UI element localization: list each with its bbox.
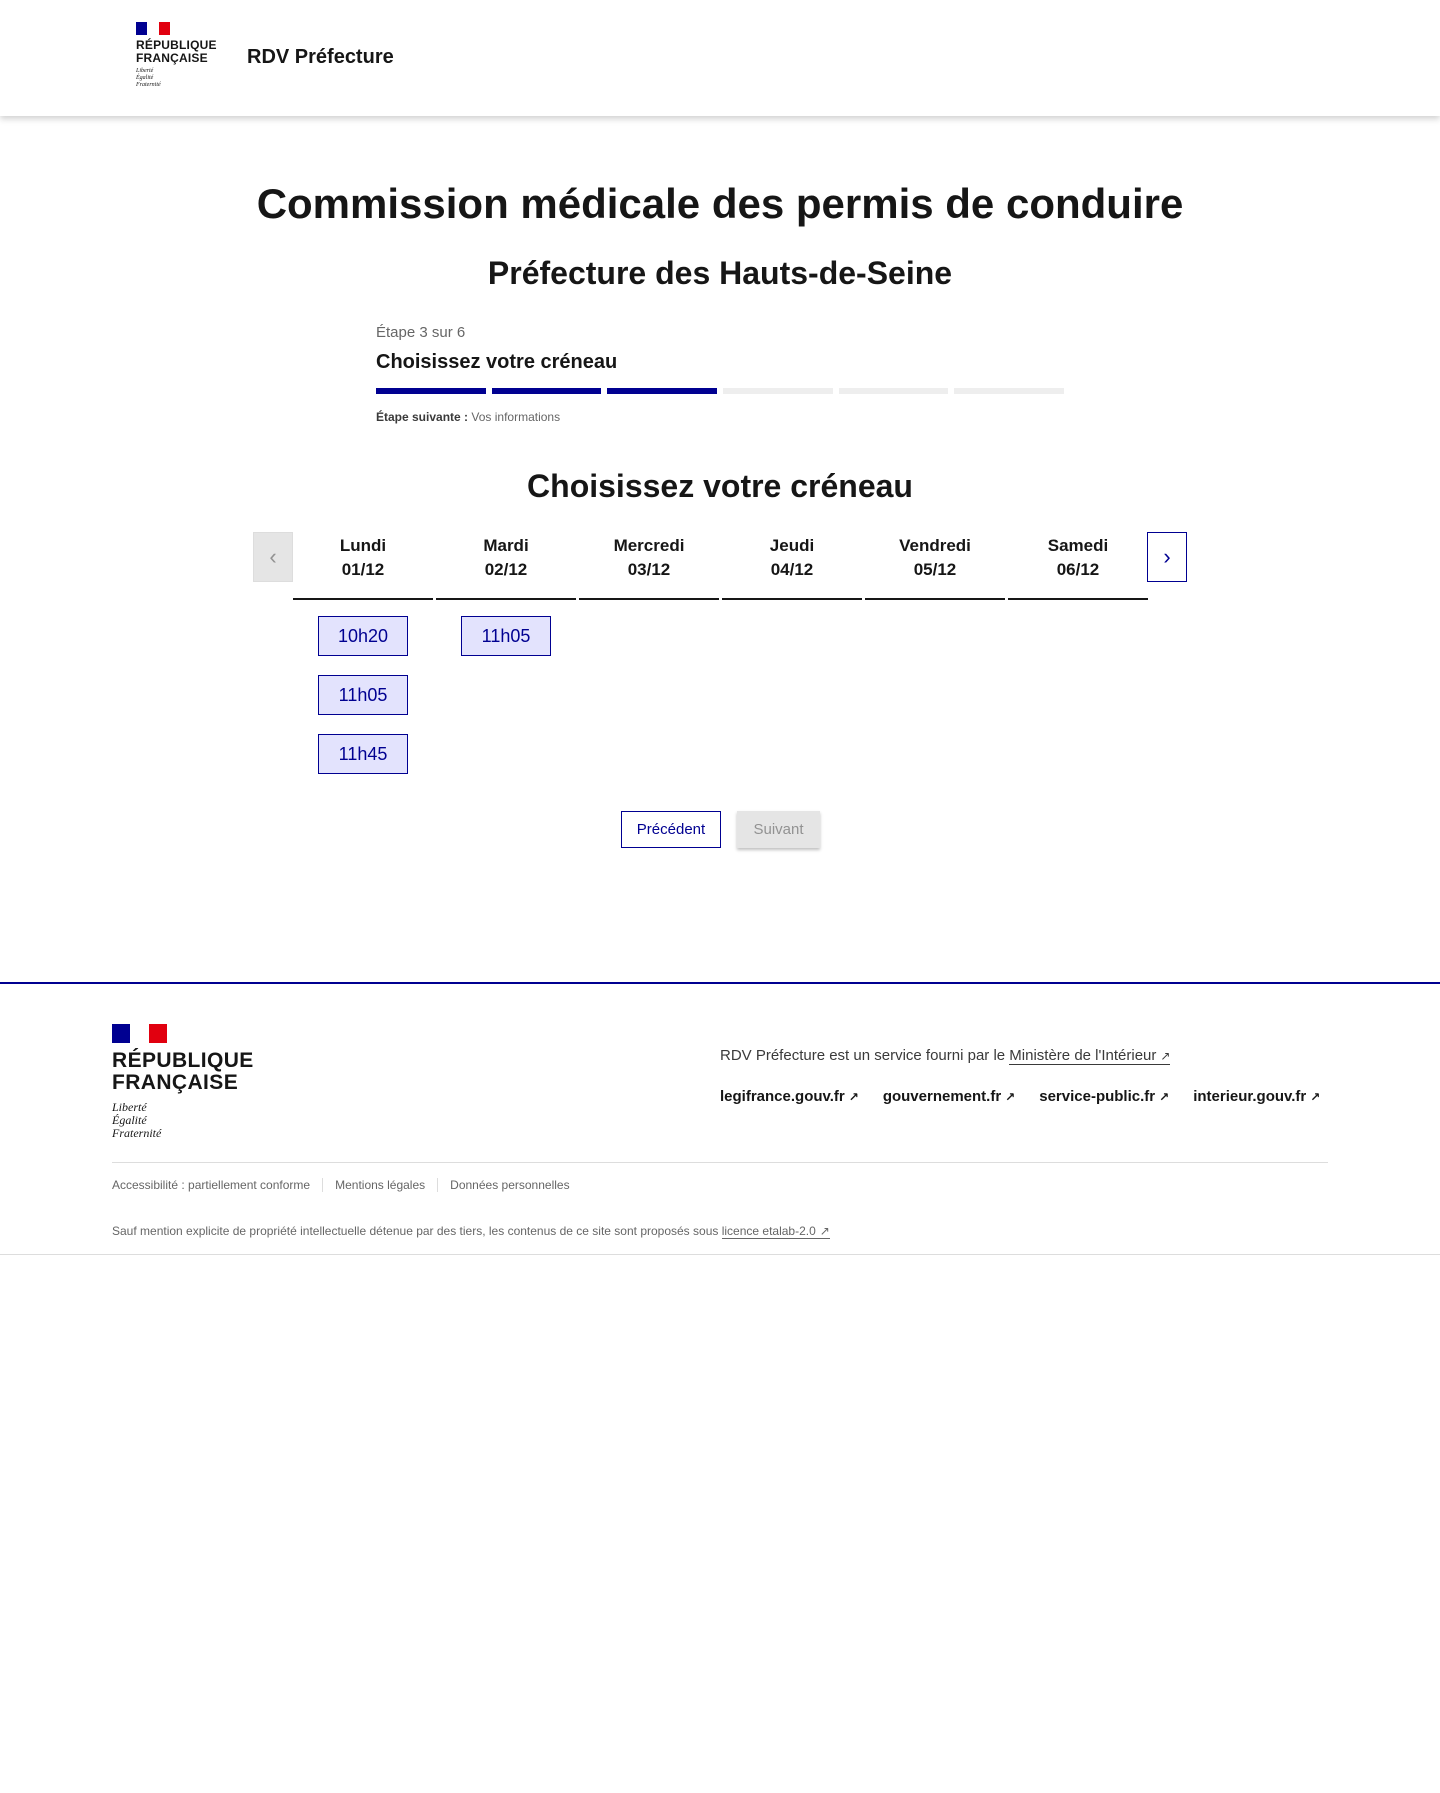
footer-description-text: RDV Préfecture est un service fourni par le	[720, 1047, 1006, 1064]
footer-bottom-link[interactable]: Accessibilité : partiellement conforme	[112, 1178, 311, 1192]
french-flag-icon	[112, 1024, 167, 1043]
footer-link-interieur[interactable]	[1193, 1088, 1320, 1105]
time-slot-button[interactable]: 11h05	[461, 616, 551, 656]
license-link[interactable]	[722, 1224, 830, 1239]
stepper-segment	[839, 388, 949, 394]
motto-liberte: Liberté	[136, 68, 154, 74]
stepper	[376, 324, 1064, 424]
day-date: 03/12	[627, 560, 671, 579]
stepper-next-step	[376, 410, 1064, 424]
day-date: 05/12	[913, 560, 957, 579]
chevron-right-icon: ›	[1163, 544, 1171, 569]
ministere-link-label: Ministère de l'Intérieur	[1009, 1047, 1157, 1064]
calendar-days	[293, 534, 1148, 774]
stepper-next-value: Vos informations	[471, 410, 561, 424]
footer-divider	[112, 1162, 1328, 1163]
site-title[interactable]: RDV Préfecture	[247, 46, 394, 68]
previous-button[interactable]: Précédent	[621, 811, 721, 848]
external-link-icon: ↗	[1159, 1090, 1170, 1104]
stepper-segment	[954, 388, 1064, 394]
day-column-vendredi	[865, 534, 1005, 774]
footer-bottom-links	[112, 1178, 582, 1192]
day-date: 02/12	[484, 560, 528, 579]
footer-link-service-public[interactable]	[1039, 1088, 1169, 1105]
footer-bottom-link[interactable]: Mentions légales	[322, 1178, 437, 1192]
footer-license	[112, 1224, 830, 1238]
external-link-icon: ↗	[848, 1090, 859, 1104]
external-link-icon: ↗	[819, 1224, 830, 1238]
time-slot-button[interactable]: 11h05	[318, 675, 408, 715]
footer-bottom-link[interactable]: Données personnelles	[437, 1178, 581, 1192]
day-slots	[293, 600, 433, 774]
motto-fraternite: Fraternité	[136, 82, 161, 88]
stepper-segment	[492, 388, 602, 394]
day-name: Vendredi	[899, 536, 971, 555]
footer-motto-liberte: Liberté	[112, 1100, 147, 1114]
time-slot-button[interactable]: 10h20	[318, 616, 408, 656]
footer-description	[720, 1047, 1170, 1064]
external-link-icon: ↗	[1005, 1090, 1016, 1104]
day-column-lundi	[293, 534, 433, 774]
motto-egalite: Égalité	[136, 75, 154, 81]
day-name: Samedi	[1047, 536, 1109, 555]
day-column-samedi	[1008, 534, 1148, 774]
ministere-link[interactable]	[1009, 1047, 1170, 1065]
footer-link-label: interieur.gouv.fr	[1193, 1088, 1307, 1105]
logo-line-2: FRANÇAISE	[136, 51, 208, 65]
day-header	[865, 534, 1005, 600]
day-header	[579, 534, 719, 600]
logo-line-1: RÉPUBLIQUE	[136, 38, 217, 52]
day-slots	[436, 600, 576, 656]
page-subtitle: Préfecture des Hauts-de-Seine	[487, 255, 953, 291]
logo-text	[136, 39, 216, 65]
day-header	[722, 534, 862, 600]
day-date: 06/12	[1056, 560, 1100, 579]
site-footer	[0, 982, 1440, 1255]
license-link-label: licence etalab-2.0	[721, 1224, 816, 1238]
footer-logo-motto	[112, 1101, 254, 1140]
logo-motto	[136, 68, 216, 89]
stepper-segment	[376, 388, 486, 394]
day-slots	[579, 600, 719, 616]
page-title: Commission médicale des permis de conduire	[256, 180, 1184, 227]
external-link-icon: ↗	[1160, 1049, 1171, 1063]
footer-links	[720, 1088, 1320, 1105]
day-name: Jeudi	[769, 536, 815, 555]
calendar-title: Choisissez votre créneau	[527, 468, 913, 504]
day-slots	[865, 600, 1005, 616]
day-slots	[1008, 600, 1148, 616]
republique-francaise-logo[interactable]	[136, 22, 216, 96]
french-flag-icon	[136, 22, 170, 35]
footer-logo[interactable]	[112, 1024, 254, 1140]
day-header	[436, 534, 576, 600]
footer-link-label: service-public.fr	[1039, 1088, 1156, 1105]
day-date: 01/12	[341, 560, 385, 579]
next-week-button[interactable]	[1147, 532, 1187, 582]
stepper-state: Étape 3 sur 6	[376, 324, 466, 341]
time-slot-button[interactable]: 11h45	[318, 734, 408, 774]
footer-link-label: legifrance.gouv.fr	[720, 1088, 845, 1105]
day-slots	[722, 600, 862, 616]
day-header	[293, 534, 433, 600]
stepper-segment	[607, 388, 717, 394]
footer-motto-egalite: Égalité	[112, 1113, 147, 1127]
stepper-progress-bar	[376, 388, 1064, 394]
day-column-jeudi	[722, 534, 862, 774]
day-column-mercredi	[579, 534, 719, 774]
external-link-icon: ↗	[1310, 1090, 1321, 1104]
footer-logo-line-1: RÉPUBLIQUE	[112, 1049, 254, 1072]
footer-logo-text	[112, 1050, 254, 1094]
footer-link-legifrance[interactable]	[720, 1088, 859, 1105]
footer-motto-fraternite: Fraternité	[112, 1126, 162, 1140]
stepper-segment	[723, 388, 833, 394]
chevron-left-icon: ‹	[269, 544, 277, 569]
next-button[interactable]: Suivant	[737, 811, 820, 848]
day-header	[1008, 534, 1148, 600]
day-name: Lundi	[339, 536, 387, 555]
license-text: Sauf mention explicite de propriété intellectuelle détenue par des tiers, les contenus de ce site sont proposés sous	[112, 1224, 719, 1238]
footer-logo-line-2: FRANÇAISE	[112, 1071, 239, 1094]
site-header	[0, 0, 1440, 116]
previous-week-button[interactable]	[253, 532, 293, 582]
stepper-title: Choisissez votre créneau	[376, 351, 618, 373]
day-date: 04/12	[770, 560, 814, 579]
day-name: Mercredi	[613, 536, 685, 555]
stepper-next-label: Étape suivante :	[376, 410, 469, 424]
footer-link-label: gouvernement.fr	[882, 1088, 1002, 1105]
day-name: Mardi	[483, 536, 529, 555]
day-column-mardi	[436, 534, 576, 774]
footer-link-gouvernement[interactable]	[883, 1088, 1015, 1105]
